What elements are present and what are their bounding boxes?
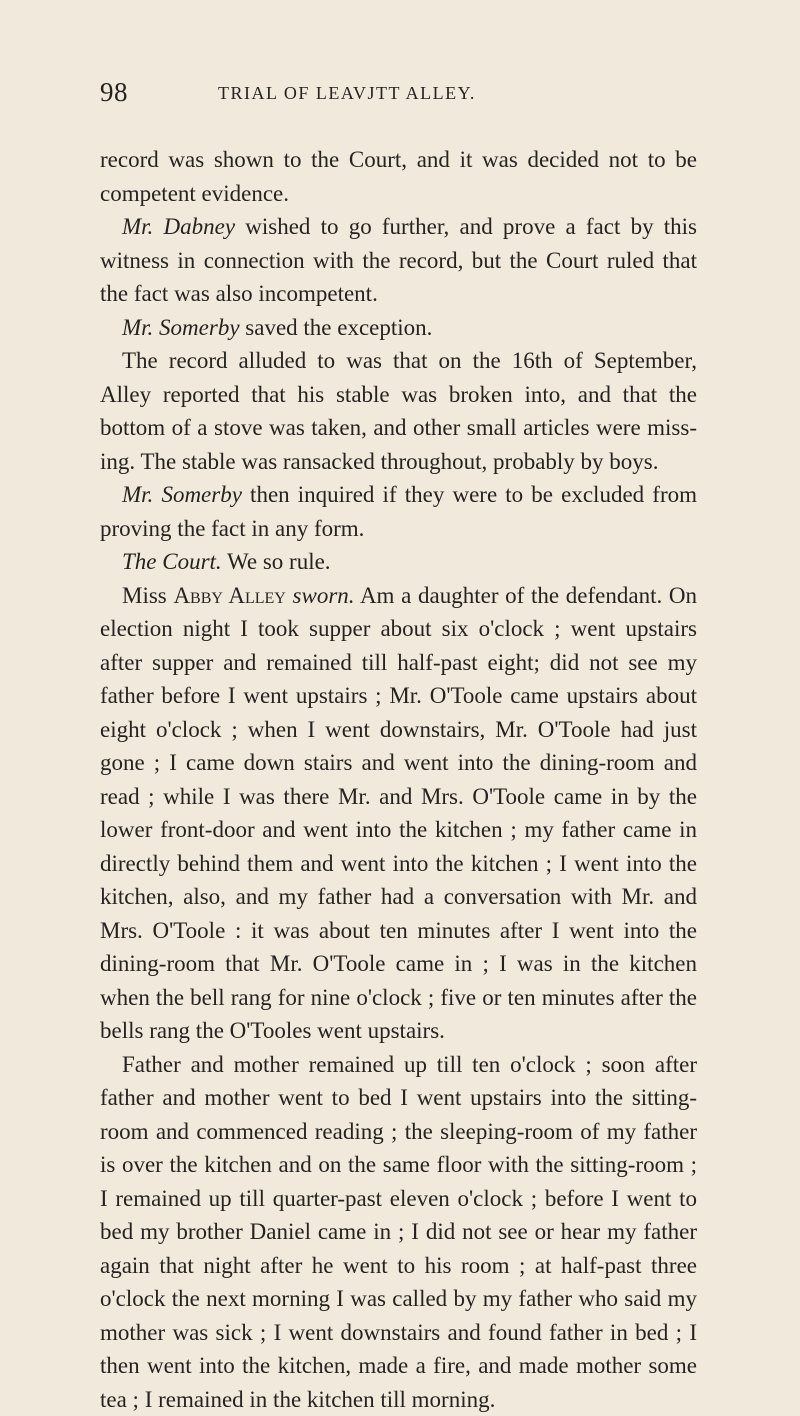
running-head: TRIAL OF LEAVJTT ALLEY. [218,83,476,104]
paragraph-text: saved the exception. [240,315,433,340]
page-header [100,77,700,111]
paragraph-3 [100,311,697,345]
paragraph-text: wished to go further, and prove a fact by this witness in connection with the record, but the Court ruled that the fact was also incompetent. [100,214,697,306]
paragraph-1 [100,143,697,210]
page-number: 98 [100,77,128,108]
witness-prefix: Miss [122,583,173,608]
speaker-name: Mr. Somerby [122,482,242,507]
paragraph-text: record was shown to the Court, and it was decided not to be competent evidence. [100,147,697,206]
speaker-name: Mr. Dabney [122,214,235,239]
paragraph-6 [100,545,697,579]
witness-name: Abby Alley [173,583,285,608]
body-text [100,143,697,1416]
paragraph-8 [100,1048,697,1416]
paragraph-4 [100,344,697,478]
paragraph-5 [100,478,697,545]
sworn-label: sworn. [293,583,355,608]
paragraph-text: Father and mother remained up till ten o'clock ; soon after father and mother went to bed I went upstairs into the sitting-room and commenced reading ; the sleeping-room of my father is over the kitchen and on the same floor with the sitting-room ; I remained up till quarter-past eleven o'clock ; before I went to bed my brother Daniel came in ; I did not see or hear my father again that night after he went to his room ; at half-past three o'clock the next morning I was called by my father who said my mother was sick ; I went downstairs and found father in bed ; I then went into the kitchen, made a fire, and made mother some tea ; I remained in the kitchen till morning. [100,1052,697,1412]
speaker-name: Mr. Somerby [122,315,240,340]
paragraph-2 [100,210,697,311]
paragraph-text: We so rule. [222,549,331,574]
paragraph-text: The record alluded to was that on the 16th of September, Alley reported that his stable was broken into, and that the bottom of a stove was taken, and other small articles were missing. The stable was ransacked throughout, probably by boys. [100,348,697,474]
paragraph-7 [100,579,697,1048]
speaker-name: The Court. [122,549,222,574]
paragraph-text: then inquired if they were to be excluded from proving the fact in any form. [100,482,697,541]
paragraph-text: Am a daughter of the defendant. On election night I took supper about six o'clock ; went upstairs after supper and remained till half-past eight; did not see my father before I went upstairs ; Mr. O'Toole came upstairs about eight o'clock ; when I went downstairs, Mr. O'Toole had just gone ; I came down stairs and went into the dining-room and read ; while I was there Mr. and Mrs. O'Toole came in by the lower front-door and went into the kitchen ; my father came in directly behind them and went into the kitchen ; I went into the kitchen, also, and my father had a conversation with Mr. and Mrs. O'Toole : it was about ten minutes after I went into the dining-room that Mr. O'Toole came in ; I was in the kitchen when the bell rang for nine o'clock ; five or ten minutes after the bells rang the O'Tooles went upstairs. [100,583,697,1044]
